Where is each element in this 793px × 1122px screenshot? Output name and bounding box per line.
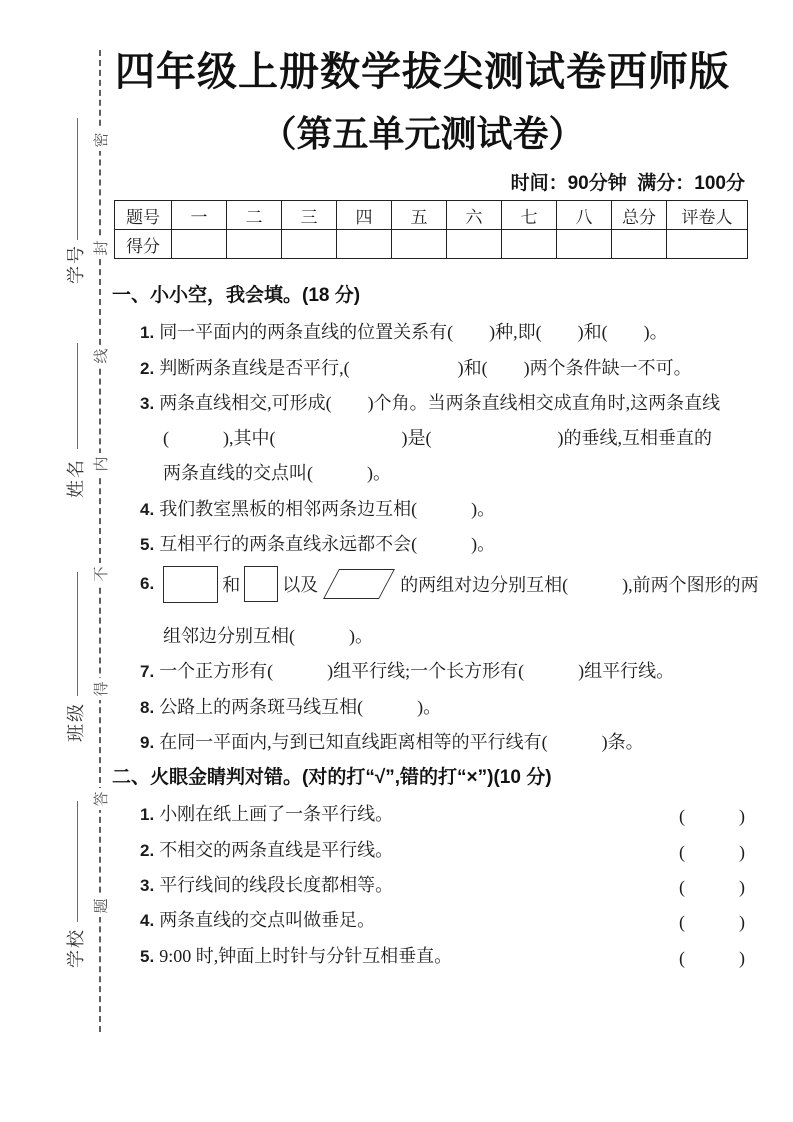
question-number: 7. (140, 662, 155, 681)
class-blank-line (77, 572, 78, 696)
question-number: 4. (140, 911, 155, 930)
answer-bracket: ( ) (679, 806, 745, 826)
page-title: 四年级上册数学拔尖测试卷西师版 (115, 50, 730, 94)
answer-bracket: ( ) (679, 842, 745, 862)
score-cell-empty (667, 230, 748, 259)
name-label: 姓名 (66, 458, 86, 498)
seal-char: 密 (89, 129, 111, 151)
score-cell-empty (502, 230, 557, 259)
score-table-score-row (115, 230, 748, 259)
seal-dashed-line (99, 50, 101, 1032)
school-blank-line (77, 801, 78, 922)
question-number: 5. (140, 947, 155, 966)
question-s1-9 (140, 730, 644, 755)
question-text: 互相平行的两条直线永远都不会( )。 (159, 534, 496, 554)
seal-char: 不 (89, 563, 111, 585)
question-number: 4. (140, 500, 155, 519)
question-s1-4 (140, 497, 495, 522)
question-number: 5. (140, 535, 155, 554)
question-s1-8 (140, 695, 441, 720)
seal-char: 线 (89, 345, 111, 367)
question-text: 平行线间的线段长度都相等。 (159, 875, 394, 895)
score-cell-empty (227, 230, 282, 259)
rectangle-shape (163, 566, 218, 603)
score-cell-empty (447, 230, 502, 259)
section1-heading: 一、小小空，我会填。(18 分) (112, 285, 361, 306)
question-s1-6-line1 (140, 561, 759, 607)
question-s1-3-line2: ( ),其中( )是( )的垂线,互相垂直的 (163, 428, 712, 448)
student-number-blank-line (77, 118, 78, 240)
question-number: 8. (140, 698, 155, 717)
score-cell-empty (172, 230, 227, 259)
name-blank-line (77, 343, 78, 449)
score-table-header-cell: 三 (282, 201, 337, 230)
school-label: 学校 (66, 928, 86, 968)
question-text: 小刚在纸上画了一条平行线。 (159, 804, 394, 824)
class-label: 班级 (66, 702, 86, 742)
section2-heading: 二、火眼金睛判对错。(对的打“√”,错的打“×”)(10 分) (112, 767, 552, 788)
question-text: 不相交的两条直线是平行线。 (159, 840, 394, 860)
question-number: 1. (140, 323, 155, 342)
score-cell-empty (337, 230, 392, 259)
question-number: 3. (140, 876, 155, 895)
score-table-header-cell: 六 (447, 201, 502, 230)
score-table-header-cell: 总分 (612, 201, 667, 230)
score-table-header-row (115, 201, 748, 230)
question-text: 两条直线相交,可形成( )个角。当两条直线相交成直角时,这两条直线 (159, 393, 721, 413)
question-text: 同一平面内的两条直线的位置关系有( )种,即( )和( )。 (159, 322, 668, 342)
score-table-header-cell: 五 (392, 201, 447, 230)
question-text: 一个正方形有( )组平行线;一个长方形有( )组平行线。 (159, 661, 675, 681)
student-number-label: 学号 (66, 244, 86, 284)
score-table-header-cell: 题号 (115, 201, 172, 230)
question-s1-7 (140, 659, 674, 684)
exam-meta: 时间：90分钟 满分：100分 (510, 173, 745, 194)
page-subtitle: （第五单元测试卷） (260, 113, 585, 154)
question-s1-3-line3: 两条直线的交点叫( )。 (163, 463, 391, 483)
square-shape (244, 566, 278, 602)
answer-bracket: ( ) (679, 912, 745, 932)
question-s2-4 (140, 908, 375, 933)
question-s1-6-line2: 组邻边分别互相( )。 (163, 626, 373, 646)
question-s1-3-line1 (140, 391, 720, 416)
score-table-header-cell: 一 (172, 201, 227, 230)
score-table (114, 200, 748, 259)
seal-char: 题 (89, 895, 111, 917)
question-s2-2 (140, 838, 393, 863)
question-number: 3. (140, 394, 155, 413)
question-text: 9:00 时,钟面上时针与分针互相垂直。 (159, 946, 453, 966)
question-text: 的两组对边分别互相( ),前两个图形的两 (400, 575, 759, 595)
question-text: 判断两条直线是否平行,( )和( )两个条件缺一不可。 (159, 358, 692, 378)
score-table-header-cell: 七 (502, 201, 557, 230)
score-cell-empty (612, 230, 667, 259)
question-s2-5 (140, 944, 452, 969)
score-table-header-cell: 二 (227, 201, 282, 230)
question-s2-3 (140, 873, 393, 898)
parallelogram-shape (323, 569, 395, 599)
question-s2-1 (140, 802, 393, 827)
seal-char: 封 (89, 237, 111, 259)
question-number: 2. (140, 841, 155, 860)
question-s1-1 (140, 320, 668, 345)
seal-char: 内 (89, 453, 111, 475)
question-text: 两条直线的交点叫做垂足。 (159, 910, 376, 930)
question-number: 9. (140, 733, 155, 752)
question-s1-5 (140, 532, 495, 557)
score-table-header-cell: 评卷人 (667, 201, 748, 230)
join-text: 和 (222, 575, 241, 595)
question-s1-2 (140, 356, 692, 381)
score-table-header-cell: 八 (557, 201, 612, 230)
score-cell-empty (392, 230, 447, 259)
answer-bracket: ( ) (679, 948, 745, 968)
join-text: 以及 (282, 575, 319, 595)
question-number: 6. (140, 574, 155, 593)
score-cell-empty (282, 230, 337, 259)
score-row-label: 得分 (115, 230, 172, 259)
score-cell-empty (557, 230, 612, 259)
question-number: 2. (140, 359, 155, 378)
question-text: 我们教室黑板的相邻两条边互相( )。 (159, 499, 496, 519)
score-table-header-cell: 四 (337, 201, 392, 230)
answer-bracket: ( ) (679, 877, 745, 897)
seal-char: 得 (89, 678, 111, 700)
question-number: 1. (140, 805, 155, 824)
question-text: 公路上的两条斑马线互相( )。 (159, 697, 442, 717)
seal-char: 答 (89, 788, 111, 810)
question-text: 在同一平面内,与到已知直线距离相等的平行线有( )条。 (159, 732, 644, 752)
